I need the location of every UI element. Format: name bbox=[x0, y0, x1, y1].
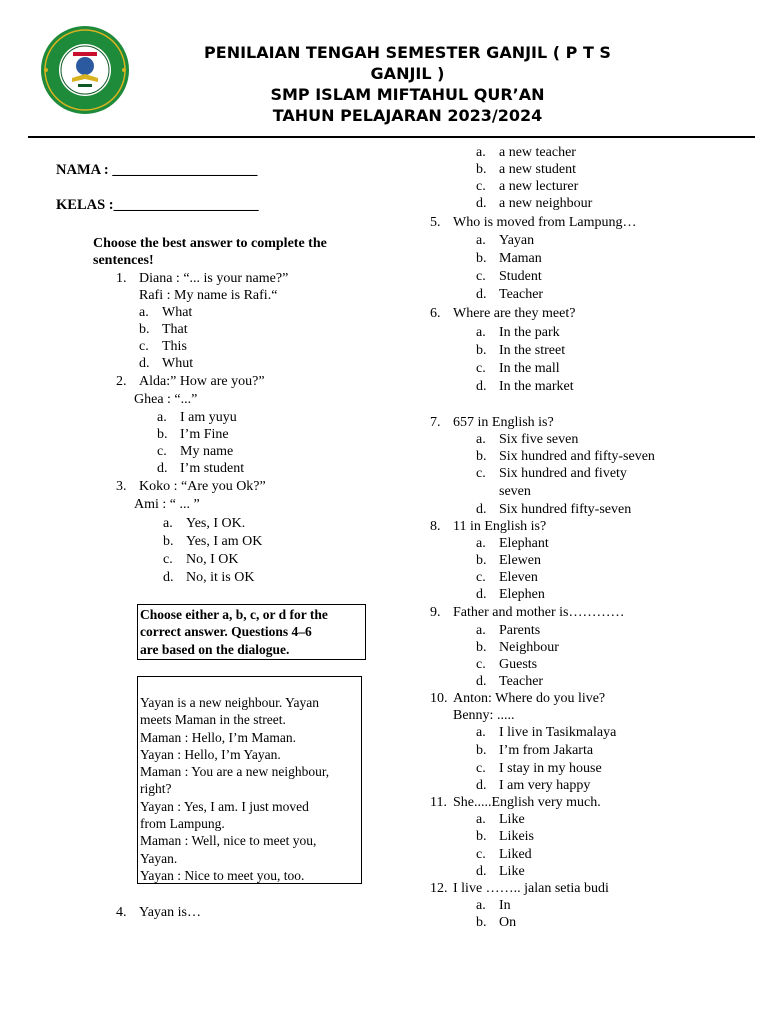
q3-letter-d: d. bbox=[163, 570, 174, 585]
q11-option-d: Like bbox=[499, 864, 525, 879]
q9-letter-b: b. bbox=[476, 640, 487, 655]
exam-title-line-2: GANJIL ) bbox=[370, 64, 445, 83]
q11-letter-b: b. bbox=[476, 829, 487, 844]
name-field: NAMA : ____________________ bbox=[56, 162, 258, 178]
q11-option-b: Likeis bbox=[499, 829, 534, 844]
q4-option-c: a new lecturer bbox=[499, 179, 579, 194]
q11-number: 11. bbox=[430, 795, 447, 810]
q11-letter-c: c. bbox=[476, 847, 486, 862]
q3-letter-c: c. bbox=[163, 552, 173, 567]
q1-letter-d: d. bbox=[139, 356, 150, 371]
q4-letter-b: b. bbox=[476, 162, 487, 177]
dialogue-line: meets Maman in the street. bbox=[140, 712, 286, 728]
q6-option-d: In the market bbox=[499, 379, 574, 394]
instruction-box-line-3: are based on the dialogue. bbox=[140, 641, 290, 657]
q1-letter-a: a. bbox=[139, 305, 149, 320]
q6-letter-c: c. bbox=[476, 361, 486, 376]
q1-line-1: Diana : “... is your name?” bbox=[139, 271, 289, 286]
q1-line-2: Rafi : My name is Rafi.“ bbox=[139, 288, 278, 303]
school-logo bbox=[34, 24, 136, 116]
q9-number: 9. bbox=[430, 605, 441, 620]
q2-option-a: I am yuyu bbox=[180, 410, 237, 425]
q10-option-d: I am very happy bbox=[499, 778, 591, 793]
q7-letter-a: a. bbox=[476, 432, 486, 447]
q9-letter-a: a. bbox=[476, 623, 486, 638]
q5-letter-a: a. bbox=[476, 233, 486, 248]
q7-letter-d: d. bbox=[476, 502, 487, 517]
academic-year: TAHUN PELAJARAN 2023/2024 bbox=[272, 106, 543, 125]
dialogue-line: Maman : Hello, I’m Maman. bbox=[140, 729, 296, 745]
q9-letter-d: d. bbox=[476, 674, 487, 689]
q9-option-d: Teacher bbox=[499, 674, 544, 689]
q3-option-a: Yes, I OK. bbox=[186, 516, 246, 531]
q10-option-c: I stay in my house bbox=[499, 761, 602, 776]
dialogue-line: Maman : You are a new neighbour, bbox=[140, 764, 330, 780]
instruction-line-2: sentences! bbox=[93, 253, 154, 268]
q6-option-b: In the street bbox=[499, 343, 566, 358]
school-name: SMP ISLAM MIFTAHUL QUR’AN bbox=[270, 85, 545, 104]
q6-letter-d: d. bbox=[476, 379, 487, 394]
q2-option-b: I’m Fine bbox=[180, 427, 229, 442]
exam-title-line-1: PENILAIAN TENGAH SEMESTER GANJIL ( P T S bbox=[204, 43, 611, 62]
q3-number: 3. bbox=[116, 479, 127, 494]
q4-letter-c: c. bbox=[476, 179, 486, 194]
q2-line-1: Alda:” How are you?” bbox=[139, 374, 265, 389]
q3-line-1: Koko : “Are you Ok?” bbox=[139, 479, 266, 494]
q6-question: Where are they meet? bbox=[453, 306, 576, 321]
q10-letter-d: d. bbox=[476, 778, 487, 793]
q11-option-c: Liked bbox=[499, 847, 532, 862]
q7-option-d: Six hundred fifty-seven bbox=[499, 502, 632, 517]
q8-option-c: Eleven bbox=[499, 570, 538, 585]
q2-number: 2. bbox=[116, 374, 127, 389]
dialogue-box bbox=[137, 676, 362, 884]
q1-option-b: That bbox=[162, 322, 188, 337]
q6-number: 6. bbox=[430, 306, 441, 321]
q8-number: 8. bbox=[430, 519, 441, 534]
q5-option-b: Maman bbox=[499, 251, 542, 266]
q7-option-c-line-2: seven bbox=[499, 484, 531, 499]
q12-option-b: On bbox=[499, 915, 517, 930]
dialogue-line: Yayan. bbox=[140, 850, 178, 866]
q1-letter-c: c. bbox=[139, 339, 149, 354]
q1-option-c: This bbox=[162, 339, 187, 354]
q9-option-a: Parents bbox=[499, 623, 541, 638]
class-field: KELAS :____________________ bbox=[56, 197, 259, 213]
q9-option-b: Neighbour bbox=[499, 640, 559, 655]
q10-letter-c: c. bbox=[476, 761, 486, 776]
q11-option-a: Like bbox=[499, 812, 525, 827]
q10-line-1: Anton: Where do you live? bbox=[453, 691, 606, 706]
q4-option-b: a new student bbox=[499, 162, 576, 177]
q6-option-a: In the park bbox=[499, 325, 560, 340]
q10-line-2: Benny: ..... bbox=[453, 708, 515, 723]
q8-letter-b: b. bbox=[476, 553, 487, 568]
q2-letter-c: c. bbox=[157, 444, 167, 459]
q7-letter-c: c. bbox=[476, 466, 486, 481]
q3-letter-a: a. bbox=[163, 516, 173, 531]
q2-letter-a: a. bbox=[157, 410, 167, 425]
q4-option-d: a new neighbour bbox=[499, 196, 593, 211]
q5-letter-c: c. bbox=[476, 269, 486, 284]
q8-letter-a: a. bbox=[476, 536, 486, 551]
q8-option-b: Elewen bbox=[499, 553, 541, 568]
q4-number: 4. bbox=[116, 905, 127, 920]
q5-letter-b: b. bbox=[476, 251, 487, 266]
q5-option-a: Yayan bbox=[499, 233, 535, 248]
q6-letter-b: b. bbox=[476, 343, 487, 358]
q10-number: 10. bbox=[430, 691, 448, 706]
q6-letter-a: a. bbox=[476, 325, 486, 340]
q7-question: 657 in English is? bbox=[453, 415, 554, 430]
instruction-box-line-1: Choose either a, b, c, or d for the bbox=[140, 607, 328, 622]
q4-letter-d: d. bbox=[476, 196, 487, 211]
q6-option-c: In the mall bbox=[499, 361, 560, 376]
q4-letter-a: a. bbox=[476, 145, 486, 160]
q8-option-d: Elephen bbox=[499, 587, 545, 602]
dialogue-line: Yayan is a new neighbour. Yayan bbox=[140, 695, 319, 710]
dialogue-line: Yayan : Nice to meet you, too. bbox=[140, 867, 305, 883]
q2-letter-d: d. bbox=[157, 461, 168, 476]
q1-option-a: What bbox=[162, 305, 193, 320]
q8-option-a: Elephant bbox=[499, 536, 549, 551]
q11-letter-d: d. bbox=[476, 864, 487, 879]
q9-option-c: Guests bbox=[499, 657, 538, 672]
q3-option-c: No, I OK bbox=[186, 552, 239, 567]
q12-question: I live …….. jalan setia budi bbox=[453, 881, 609, 896]
q5-number: 5. bbox=[430, 215, 441, 230]
q12-number: 12. bbox=[430, 881, 448, 896]
q1-option-d: Whut bbox=[162, 356, 194, 371]
q2-letter-b: b. bbox=[157, 427, 168, 442]
q7-option-c-line-1: Six hundred and fivety bbox=[499, 466, 627, 481]
instruction-box-line-2: correct answer. Questions 4–6 bbox=[140, 624, 312, 640]
q9-question: Father and mother is………… bbox=[453, 605, 625, 620]
q8-letter-c: c. bbox=[476, 570, 486, 585]
q5-option-c: Student bbox=[499, 269, 542, 284]
dialogue-line: Yayan : Hello, I’m Yayan. bbox=[140, 746, 281, 762]
q3-line-2: Ami : “ ... ” bbox=[134, 497, 200, 512]
q4-option-a: a new teacher bbox=[499, 145, 576, 160]
q7-number: 7. bbox=[430, 415, 441, 430]
q5-question: Who is moved from Lampung… bbox=[453, 215, 637, 230]
q4-question: Yayan is… bbox=[139, 905, 201, 920]
q12-letter-b: b. bbox=[476, 915, 487, 930]
q8-letter-d: d. bbox=[476, 587, 487, 602]
instruction-line-1: Choose the best answer to complete the bbox=[93, 236, 327, 251]
q2-option-c: My name bbox=[180, 444, 234, 459]
dialogue-line: from Lampung. bbox=[140, 816, 225, 832]
instruction-box bbox=[137, 604, 366, 660]
q1-number: 1. bbox=[116, 271, 127, 286]
q3-option-d: No, it is OK bbox=[186, 570, 255, 585]
q10-option-a: I live in Tasikmalaya bbox=[499, 725, 617, 740]
q10-letter-a: a. bbox=[476, 725, 486, 740]
q2-line-2: Ghea : “...” bbox=[134, 392, 198, 407]
q11-letter-a: a. bbox=[476, 812, 486, 827]
q5-letter-d: d. bbox=[476, 287, 487, 302]
q8-question: 11 in English is? bbox=[453, 519, 547, 534]
q10-option-b: I’m from Jakarta bbox=[499, 743, 594, 758]
q9-letter-c: c. bbox=[476, 657, 486, 672]
header-divider bbox=[28, 136, 755, 138]
q7-letter-b: b. bbox=[476, 449, 487, 464]
q1-letter-b: b. bbox=[139, 322, 150, 337]
q7-option-a: Six five seven bbox=[499, 432, 579, 447]
dialogue-line: Maman : Well, nice to meet you, bbox=[140, 833, 317, 849]
q12-option-a: In bbox=[499, 898, 511, 913]
q12-letter-a: a. bbox=[476, 898, 486, 913]
q11-question: She.....English very much. bbox=[453, 795, 601, 810]
q3-option-b: Yes, I am OK bbox=[186, 534, 263, 549]
dialogue-line: Yayan : Yes, I am. I just moved bbox=[140, 798, 309, 814]
q7-option-b: Six hundred and fifty-seven bbox=[499, 449, 655, 464]
q10-letter-b: b. bbox=[476, 743, 487, 758]
q5-option-d: Teacher bbox=[499, 287, 544, 302]
dialogue-line: right? bbox=[140, 781, 172, 797]
q2-option-d: I’m student bbox=[180, 461, 245, 476]
q3-letter-b: b. bbox=[163, 534, 174, 549]
